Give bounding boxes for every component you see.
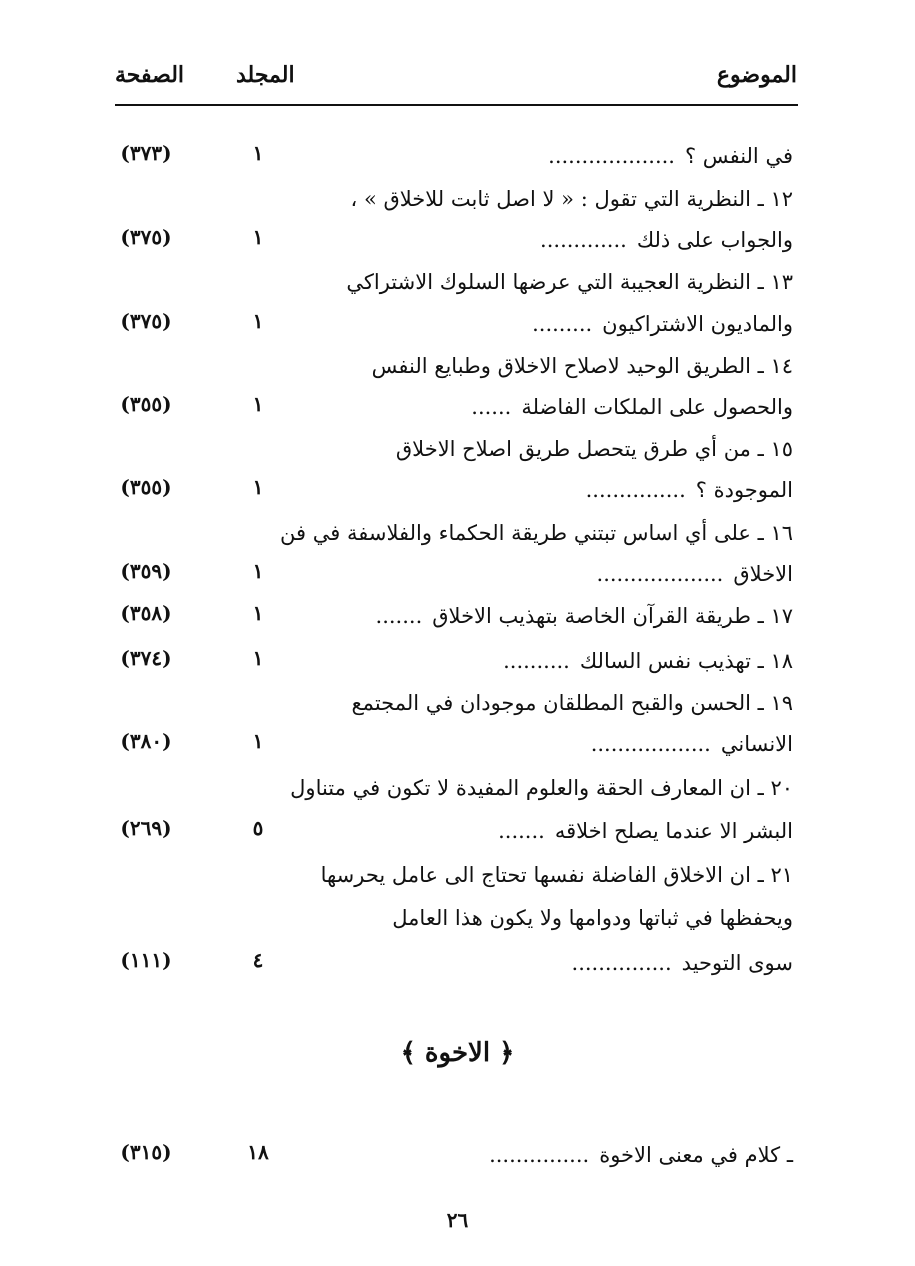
entry-volume: ١	[252, 601, 264, 625]
leader-dots: ..........	[503, 649, 570, 673]
entry-line: في النفس ؟	[684, 144, 793, 168]
entry-line: ويحفظها في ثباتها ودوامها ولا يكون هذا العامل	[392, 906, 793, 930]
entry-text	[548, 141, 793, 171]
entry-line: ١٩ ـ الحسن والقبح المطلقان موجودان في المجتمع	[351, 691, 793, 715]
section-title: ﴿ الاخوة ﴾	[400, 1038, 515, 1068]
entry-line: ٢١ ـ ان الاخلاق الفاضلة نفسها تحتاج الى عامل يحرسها	[320, 863, 793, 887]
entry-page: (٣٧٥)	[120, 225, 172, 249]
leader-dots: ...............	[489, 1143, 590, 1167]
entry-line: ١٢ ـ النظرية التي تقول : « لا اصل ثابت للاخلاق » ،	[350, 187, 793, 211]
entry-volume: ١	[252, 141, 264, 165]
entry-page: (٣١٥)	[120, 1140, 172, 1164]
entry-volume: ٥	[252, 816, 264, 840]
entry-line: ٢٠ ـ ان المعارف الحقة والعلوم المفيدة لا تكون في متناول	[290, 776, 793, 800]
entry-volume: ١	[252, 646, 264, 670]
entry-page: (٣٥٨)	[120, 601, 172, 625]
entry-text	[471, 392, 793, 422]
entry-volume: ٤	[252, 948, 264, 972]
entry-text	[372, 351, 793, 381]
entry-page: (٣٥٩)	[120, 559, 172, 583]
entry-page: (٢٦٩)	[120, 816, 172, 840]
entry-text	[280, 518, 793, 548]
entry-line: ـ كلام في معنى الاخوة	[599, 1143, 793, 1167]
header-topic: الموضوع	[716, 62, 797, 88]
entry-volume: ١	[252, 309, 264, 333]
leader-dots: ...............	[571, 951, 672, 975]
entry-volume: ١	[252, 729, 264, 753]
leader-dots: ...............	[585, 478, 686, 502]
header-page: الصفحة	[115, 62, 185, 88]
page-number: ٢٦	[446, 1208, 469, 1232]
entry-text	[376, 601, 793, 631]
entry-line: ١٥ ـ من أي طرق يتحصل طريق اصلاح الاخلاق	[395, 437, 793, 461]
entry-text	[321, 860, 793, 890]
entry-page: (٣٥٥)	[120, 392, 172, 416]
entry-volume: ١	[252, 559, 264, 583]
entry-text	[351, 184, 794, 214]
entry-line: ١٧ ـ طريقة القرآن الخاصة بتهذيب الاخلاق	[432, 604, 793, 628]
entry-page: (٣٧٥)	[120, 309, 172, 333]
entry-volume: ١	[252, 392, 264, 416]
entry-text	[591, 729, 793, 759]
entry-line: ١٨ ـ تهذيب نفس السالك	[579, 649, 793, 673]
entry-line: الاخلاق	[733, 562, 793, 586]
entry-line: ١٦ ـ على أي اساس تبتني طريقة الحكماء والفلاسفة في فن	[280, 521, 793, 545]
entry-line: والجواب على ذلك	[636, 228, 793, 252]
entry-page: (٣٧٤)	[120, 646, 172, 670]
entry-line: ١٣ ـ النظرية العجيبة التي عرضها السلوك الاشتراكي	[346, 270, 793, 294]
entry-page: (٣٧٣)	[120, 141, 172, 165]
entry-text	[532, 309, 793, 339]
entry-text	[586, 475, 793, 505]
leader-dots: ...................	[548, 144, 675, 168]
entry-line: البشر الا عندما يصلح اخلاقه	[554, 819, 793, 843]
header-volume: المجلد	[236, 62, 295, 88]
leader-dots: .........	[532, 312, 593, 336]
leader-dots: .......	[498, 819, 545, 843]
entry-line: الموجودة ؟	[695, 478, 793, 502]
entry-page: (٣٨٠)	[120, 729, 172, 753]
leader-dots: ..................	[590, 732, 711, 756]
entry-text	[290, 773, 793, 803]
entry-page: (٣٥٥)	[120, 475, 172, 499]
leader-dots: ...................	[596, 562, 724, 586]
leader-dots: .......	[375, 604, 423, 628]
entry-text	[540, 225, 793, 255]
entry-text	[572, 948, 793, 978]
entry-line: سوى التوحيد	[681, 951, 793, 975]
entry-text	[392, 903, 793, 933]
entry-text	[346, 267, 793, 297]
entry-page: (١١١)	[120, 948, 172, 972]
entry-line: والماديون الاشتراكيون	[602, 312, 793, 336]
entry-text	[396, 434, 793, 464]
entry-text	[597, 559, 793, 589]
entry-line: والحصول على الملكات الفاضلة	[521, 395, 793, 419]
header-rule	[115, 104, 798, 106]
entry-text	[503, 646, 793, 676]
entry-line: الانساني	[720, 732, 793, 756]
entry-volume: ١	[252, 475, 264, 499]
entry-volume: ١	[252, 225, 264, 249]
leader-dots: .............	[540, 228, 627, 252]
entry-text	[498, 816, 793, 846]
entry-volume: ١٨	[247, 1140, 269, 1164]
entry-line: ١٤ ـ الطريق الوحيد لاصلاح الاخلاق وطبايع النفس	[371, 354, 793, 378]
leader-dots: ......	[471, 395, 512, 419]
entry-text	[489, 1140, 793, 1170]
entry-text	[352, 688, 794, 718]
